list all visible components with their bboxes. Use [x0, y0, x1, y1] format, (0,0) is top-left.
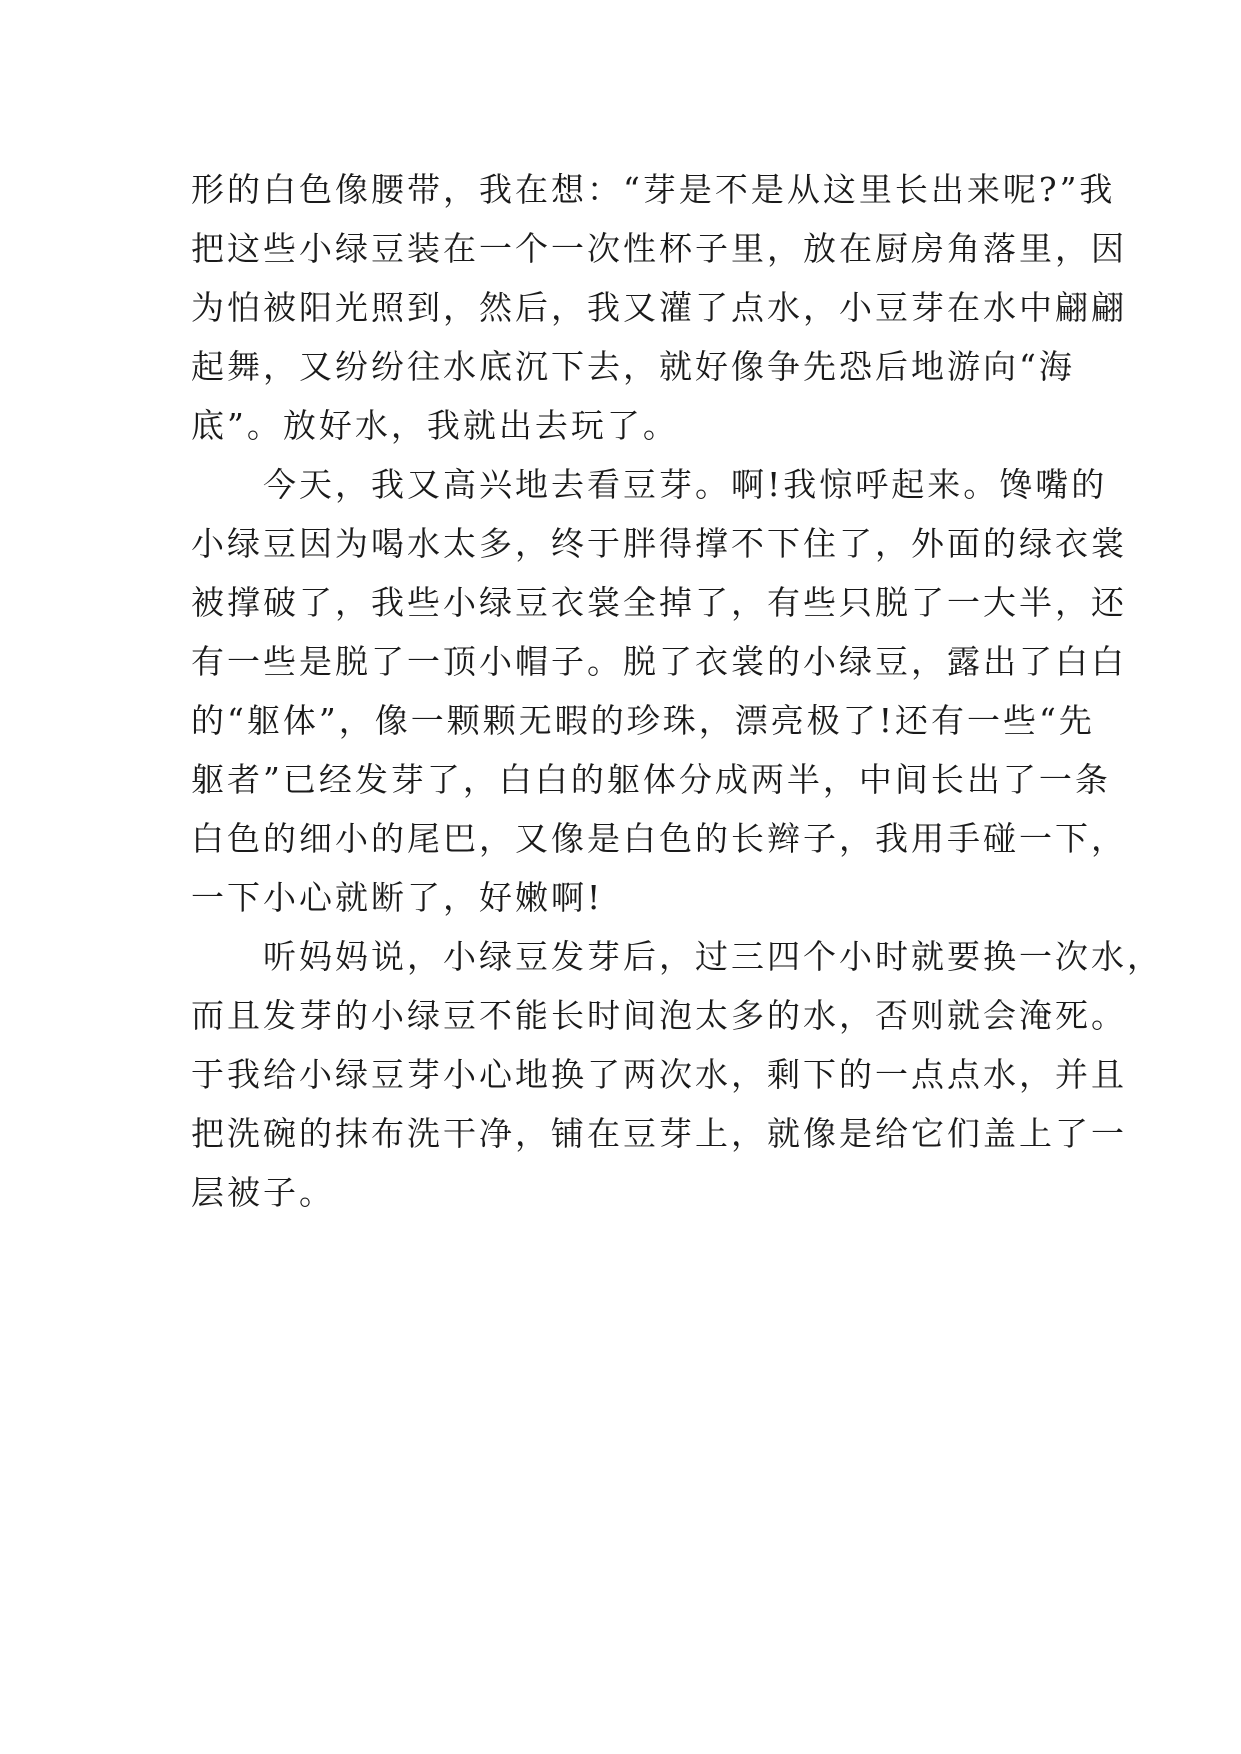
- text-line: 小绿豆因为喝水太多，终于胖得撑不下住了，外面的绿衣裳: [191, 524, 1127, 563]
- text-line: 起舞，又纷纷往水底沉下去，就好像争先恐后地游向“海: [191, 347, 1075, 386]
- text-line: 躯者”已经发芽了，白白的躯体分成两半，中间长出了一条: [191, 760, 1111, 799]
- text-line: 而且发芽的小绿豆不能长时间泡太多的水，否则就会淹死。: [191, 996, 1127, 1035]
- body-text: [191, 160, 1163, 1222]
- text-line: 把这些小绿豆装在一个一次性杯子里，放在厨房角落里，因: [191, 229, 1127, 268]
- text-line: 层被子。: [191, 1173, 335, 1212]
- text-line: 白色的细小的尾巴，又像是白色的长辫子，我用手碰一下，: [191, 819, 1127, 858]
- paragraph-first-line: 听妈妈说，小绿豆发芽后，过三四个小时就要换一次水，: [263, 937, 1163, 976]
- text-line: 把洗碗的抹布洗干净，铺在豆芽上，就像是给它们盖上了一: [191, 1114, 1127, 1153]
- text-line: 形的白色像腰带，我在想：“芽是不是从这里长出来呢?”我: [191, 170, 1116, 209]
- text-line: 一下小心就断了，好嫩啊!: [191, 878, 604, 917]
- paragraph-first-line: 今天，我又高兴地去看豆芽。啊!我惊呼起来。馋嘴的: [263, 465, 1108, 504]
- text-line: 为怕被阳光照到，然后，我又灌了点水，小豆芽在水中翩翩: [191, 288, 1127, 327]
- text-line: 的“躯体”，像一颗颗无暇的珍珠，漂亮极了!还有一些“先: [191, 701, 1095, 740]
- text-line: 被撑破了，我些小绿豆衣裳全掉了，有些只脱了一大半，还: [191, 583, 1127, 622]
- text-line: 于我给小绿豆芽小心地换了两次水，剩下的一点点水，并且: [191, 1055, 1127, 1094]
- text-line: 有一些是脱了一顶小帽子。脱了衣裳的小绿豆，露出了白白: [191, 642, 1127, 681]
- text-line: 底”。放好水，我就出去玩了。: [191, 406, 679, 445]
